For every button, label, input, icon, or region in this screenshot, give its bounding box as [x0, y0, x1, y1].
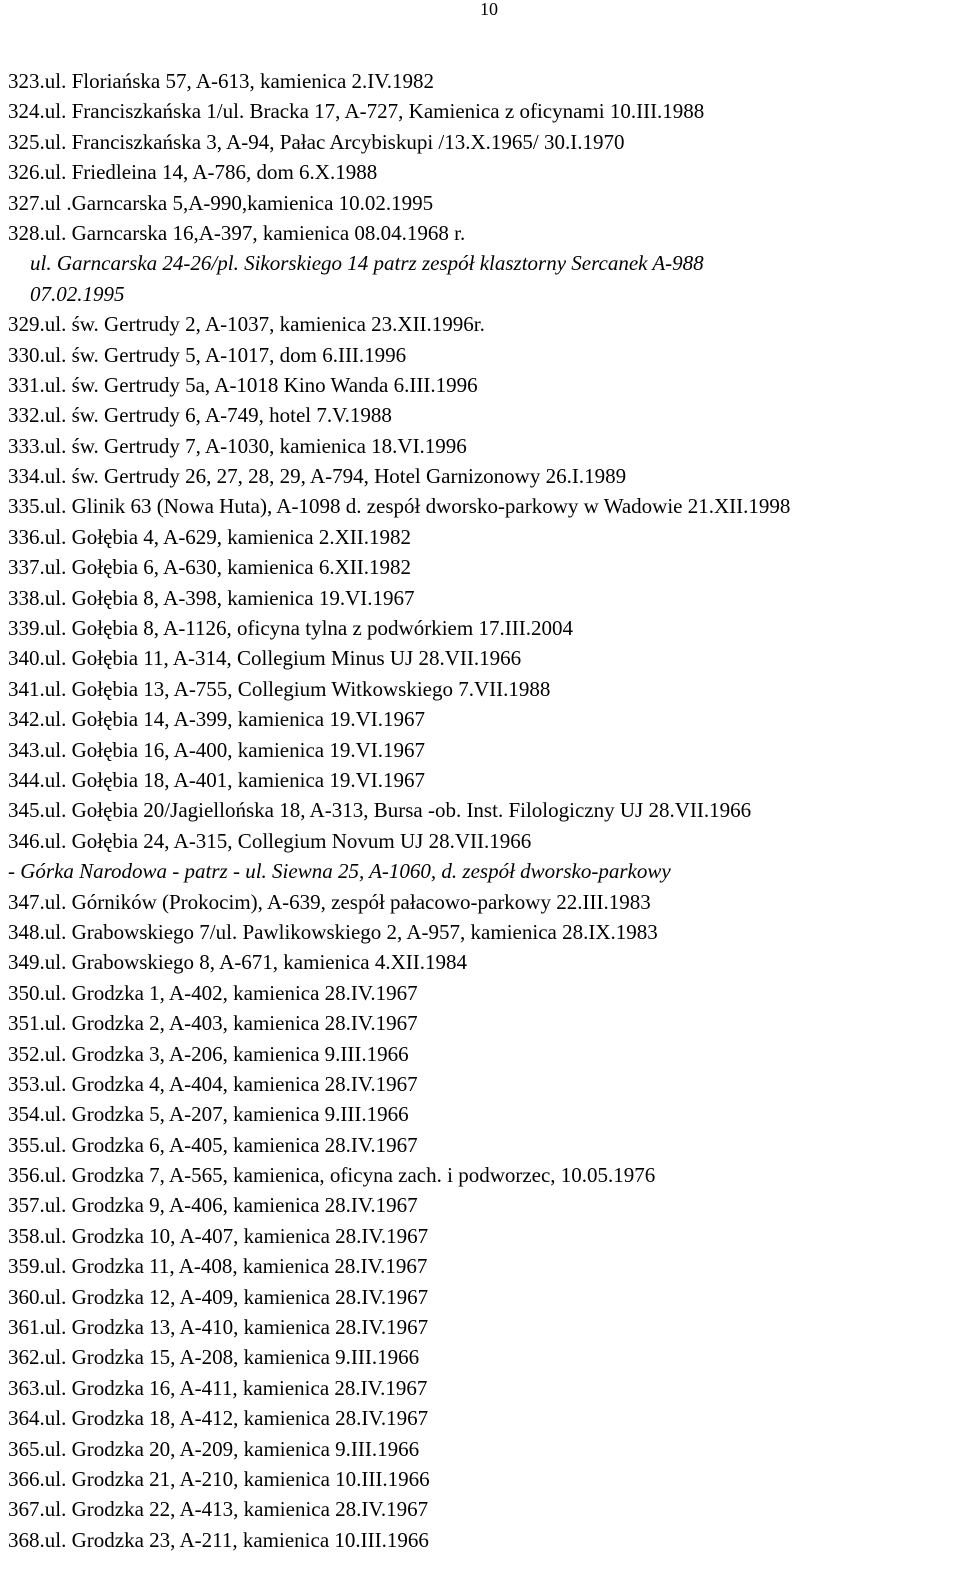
- list-item: 329.ul. św. Gertrudy 2, A-1037, kamienica 23.XII.1996r.: [8, 312, 485, 337]
- list-item: 07.02.1995: [30, 281, 125, 306]
- list-item: 342.ul. Gołębia 14, A-399, kamienica 19.VI.1967: [8, 707, 426, 732]
- list-item: 337.ul. Gołębia 6, A-630, kamienica 6.XII.1982: [8, 555, 411, 580]
- list-item: 328.ul. Garncarska 16,A-397, kamienica 08.04.1968 r.: [8, 220, 466, 245]
- list-item: 360.ul. Grodzka 12, A-409, kamienica 28.IV.1967: [8, 1284, 429, 1309]
- list-item: 323.ul. Floriańska 57, A-613, kamienica 2.IV.1982: [8, 69, 434, 93]
- list-item: 349.ul. Grabowskiego 8, A-671, kamienica 4.XII.1984: [8, 950, 467, 975]
- list-item: 335.ul. Glinik 63 (Nowa Huta), A-1098 d. zespół dworsko-parkowy w Wadowie 21.XII.1998: [8, 494, 791, 519]
- list-item: 358.ul. Grodzka 10, A-407, kamienica 28.IV.1967: [8, 1223, 429, 1248]
- list-item: 363.ul. Grodzka 16, A-411, kamienica 28.IV.1967: [8, 1375, 428, 1400]
- list-item: 336.ul. Gołębia 4, A-629, kamienica 2.XII.1982: [8, 524, 411, 549]
- list-item: 340.ul. Gołębia 11, A-314, Collegium Minus UJ 28.VII.1966: [8, 646, 522, 671]
- list-item: 334.ul. św. Gertrudy 26, 27, 28, 29, A-794, Hotel Garnizonowy 26.I.1989: [8, 464, 627, 489]
- list-item: 346.ul. Gołębia 24, A-315, Collegium Novum UJ 28.VII.1966: [8, 828, 532, 853]
- list-item: 324.ul. Franciszkańska 1/ul. Bracka 17, A-727, Kamienica z oficynami 10.III.1988: [8, 99, 705, 124]
- list-item: 330.ul. św. Gertrudy 5, A-1017, dom 6.III.1996: [8, 342, 407, 367]
- list-item: 333.ul. św. Gertrudy 7, A-1030, kamienica 18.VI.1996: [8, 433, 467, 458]
- list-item: 339.ul. Gołębia 8, A-1126, oficyna tylna z podwórkiem 17.III.2004: [8, 616, 573, 641]
- list-item: 348.ul. Grabowskiego 7/ul. Pawlikowskiego 2, A-957, kamienica 28.IX.1983: [8, 919, 658, 944]
- list-item: 351.ul. Grodzka 2, A-403, kamienica 28.IV.1967: [8, 1011, 418, 1036]
- list-item: - Górka Narodowa - patrz - ul. Siewna 25, A-1060, d. zespół dworsko-parkowy: [8, 859, 671, 884]
- list-item: 325.ul. Franciszkańska 3, A-94, Pałac Arcybiskupi /13.X.1965/ 30.I.1970: [8, 129, 625, 154]
- entry-list: [8, 66, 960, 1555]
- list-item: 347.ul. Górników (Prokocim), A-639, zespół pałacowo-parkowy 22.III.1983: [8, 889, 651, 914]
- list-item: 326.ul. Friedleina 14, A-786, dom 6.X.1988: [8, 160, 378, 185]
- list-item: 359.ul. Grodzka 11, A-408, kamienica 28.IV.1967: [8, 1254, 428, 1279]
- list-item: 357.ul. Grodzka 9, A-406, kamienica 28.IV.1967: [8, 1193, 418, 1218]
- list-item: 352.ul. Grodzka 3, A-206, kamienica 9.III.1966: [8, 1041, 409, 1066]
- list-item: 354.ul. Grodzka 5, A-207, kamienica 9.III.1966: [8, 1102, 409, 1127]
- list-item: 353.ul. Grodzka 4, A-404, kamienica 28.IV.1967: [8, 1071, 418, 1096]
- list-item: 332.ul. św. Gertrudy 6, A-749, hotel 7.V.1988: [8, 403, 392, 428]
- list-item: 350.ul. Grodzka 1, A-402, kamienica 28.IV.1967: [8, 980, 418, 1005]
- list-item: 344.ul. Gołębia 18, A-401, kamienica 19.VI.1967: [8, 767, 426, 792]
- page-number: 10: [480, 0, 498, 19]
- list-item: 327.ul .Garncarska 5,A-990,kamienica 10.02.1995: [8, 190, 434, 215]
- list-item: 366.ul. Grodzka 21, A-210, kamienica 10.III.1966: [8, 1466, 430, 1491]
- list-item: 361.ul. Grodzka 13, A-410, kamienica 28.IV.1967: [8, 1315, 429, 1340]
- list-item: 355.ul. Grodzka 6, A-405, kamienica 28.IV.1967: [8, 1132, 418, 1157]
- list-item: 365.ul. Grodzka 20, A-209, kamienica 9.III.1966: [8, 1436, 420, 1461]
- list-item: 341.ul. Gołębia 13, A-755, Collegium Witkowskiego 7.VII.1988: [8, 676, 551, 701]
- list-item: ul. Garncarska 24-26/pl. Sikorskiego 14 patrz zespół klasztorny Sercanek A-988: [30, 251, 704, 276]
- list-item: 345.ul. Gołębia 20/Jagiellońska 18, A-313, Bursa -ob. Inst. Filologiczny UJ 28.VII.1966: [8, 798, 752, 823]
- list-item: 343.ul. Gołębia 16, A-400, kamienica 19.VI.1967: [8, 737, 426, 762]
- list-item: 367.ul. Grodzka 22, A-413, kamienica 28.IV.1967: [8, 1497, 429, 1522]
- list-item: 356.ul. Grodzka 7, A-565, kamienica, oficyna zach. i podworzec, 10.05.1976: [8, 1163, 656, 1188]
- list-item: 362.ul. Grodzka 15, A-208, kamienica 9.III.1966: [8, 1345, 420, 1370]
- list-item: 368.ul. Grodzka 23, A-211, kamienica 10.III.1966: [8, 1527, 429, 1552]
- list-item: 364.ul. Grodzka 18, A-412, kamienica 28.IV.1967: [8, 1406, 429, 1431]
- list-item: 331.ul. św. Gertrudy 5a, A-1018 Kino Wanda 6.III.1996: [8, 372, 478, 397]
- list-item: 338.ul. Gołębia 8, A-398, kamienica 19.VI.1967: [8, 585, 415, 610]
